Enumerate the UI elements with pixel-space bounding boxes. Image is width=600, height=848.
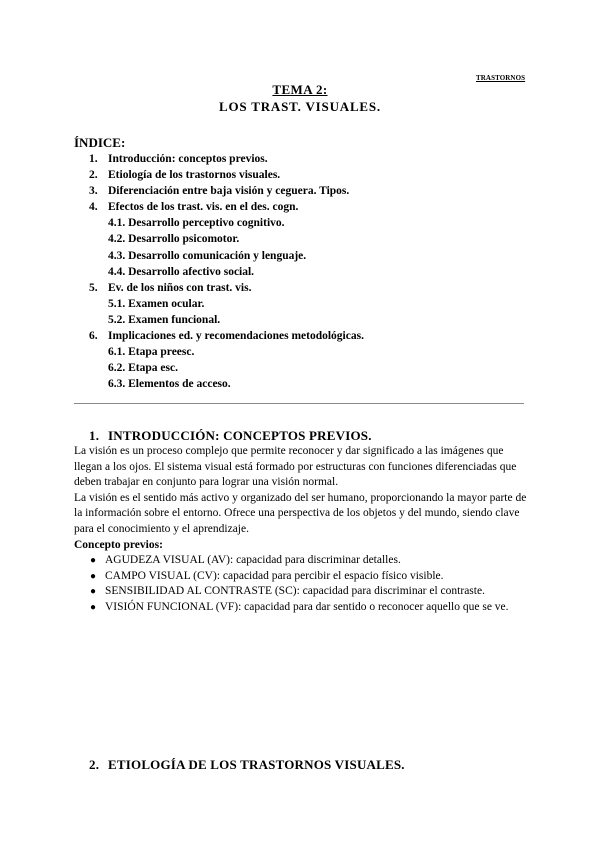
section-1-body: [74, 444, 528, 616]
list-item: [74, 584, 528, 600]
toc-item-3: [0, 183, 600, 199]
toc-subitem-4-2: [0, 231, 600, 247]
toc-subtext: 4.1. Desarrollo perceptivo cognitivo.: [108, 217, 285, 230]
section-1-paragraph-2: La visión es el sentido más activo y organizado del ser humano, proporcionando la mayor parte de la información sobre el entorno. Ofrece una perspectiva de los objetos y del mundo, siendo clave para el conocimiento y el aprendizaje.: [74, 491, 527, 535]
toc-subtext: 4.2. Desarrollo psicomotor.: [108, 233, 240, 246]
toc-item-1: [0, 151, 600, 167]
toc-subtext: 5.1. Examen ocular.: [108, 297, 205, 310]
toc-subtext: 4.3. Desarrollo comunicación y lenguaje.: [108, 249, 307, 262]
toc-subitem-6-2: [0, 360, 600, 376]
header-label: TRASTORNOS: [476, 74, 526, 82]
toc-subitem-5-2: [0, 312, 600, 328]
toc-subitem-6-3: [0, 376, 600, 392]
toc-text: Ev. de los niños con trast. vis.: [108, 281, 252, 294]
toc-text: Efectos de los trast. vis. en el des. cogn.: [108, 201, 299, 214]
index-title: ÍNDICE:: [74, 135, 126, 150]
toc-subitem-4-4: [0, 264, 600, 280]
toc-subtext: 6.1. Etapa preesc.: [108, 346, 195, 359]
toc-subitem-4-3: [0, 248, 600, 264]
section-1-paragraph-1: La visión es un proceso complejo que permite reconocer y dar significado a las imágenes que llegan a los ojos. El sistema visual está formado por estructuras con funciones diferenciadas que deben trabajar en conjunto para lograr una visión normal.: [74, 445, 517, 489]
toc-text: Implicaciones ed. y recomendaciones metodológicas.: [108, 330, 364, 343]
bullet-icon: ●: [90, 586, 97, 598]
list-item: [74, 553, 528, 569]
toc-number: 2.: [89, 169, 98, 182]
section-1-number: 1.: [89, 428, 100, 443]
page-title: TEMA 2:: [272, 82, 328, 97]
toc-subitem-4-1: [0, 215, 600, 231]
title-block: [0, 81, 600, 115]
section-2-number: 2.: [89, 757, 100, 772]
concept-text: AGUDEZA VISUAL (AV): capacidad para discriminar detalles.: [105, 554, 401, 567]
list-item: [74, 569, 528, 585]
toc-item-4: [0, 199, 600, 215]
toc-number: 5.: [89, 281, 98, 294]
toc-number: 6.: [89, 330, 98, 343]
toc-text: Diferenciación entre baja visión y ceguera. Tipos.: [108, 185, 350, 198]
horizontal-divider: [74, 403, 524, 404]
toc-subtext: 4.4. Desarrollo afectivo social.: [108, 265, 255, 278]
bullet-icon: ●: [90, 601, 97, 613]
toc-number: 4.: [89, 201, 98, 214]
list-item: [74, 600, 528, 616]
section-2-title: ETIOLOGÍA DE LOS TRASTORNOS VISUALES.: [108, 757, 405, 772]
toc-item-6: [0, 328, 600, 344]
section-1-title: INTRODUCCIÓN: CONCEPTOS PREVIOS.: [108, 428, 372, 443]
toc-subitem-5-1: [0, 296, 600, 312]
toc-item-5: [0, 280, 600, 296]
toc-number: 3.: [89, 185, 98, 198]
toc-subitem-6-1: [0, 344, 600, 360]
page-subtitle: LOS TRAST. VISUALES.: [219, 99, 381, 114]
concept-text: CAMPO VISUAL (CV): capacidad para percibir el espacio físico visible.: [105, 569, 444, 582]
concept-text: VISIÓN FUNCIONAL (VF): capacidad para dar sentido o reconocer aquello que se ve.: [105, 600, 509, 613]
toc-text: Introducción: conceptos previos.: [108, 153, 268, 165]
concepts-label: Concepto previos:: [74, 538, 163, 551]
concepts-list: [74, 553, 528, 615]
toc-item-2: [0, 167, 600, 183]
toc-text: Etiología de los trastornos visuales.: [108, 169, 281, 182]
bullet-icon: ●: [90, 570, 97, 582]
concept-text: SENSIBILIDAD AL CONTRASTE (SC): capacidad para discriminar el contraste.: [105, 585, 485, 598]
bullet-icon: ●: [90, 555, 97, 567]
table-of-contents: [0, 151, 600, 392]
toc-subtext: 6.3. Elementos de acceso.: [108, 378, 231, 391]
toc-subtext: 5.2. Examen funcional.: [108, 313, 221, 326]
toc-number: 1.: [89, 153, 98, 165]
toc-subtext: 6.2. Etapa esc.: [108, 362, 178, 375]
